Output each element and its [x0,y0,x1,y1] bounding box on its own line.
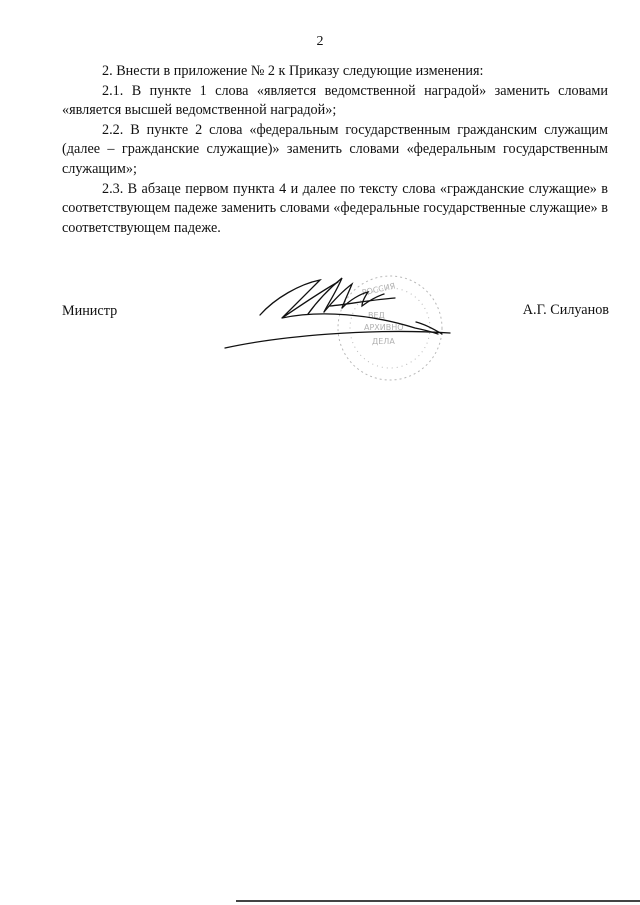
paragraph-2: 2. Внести в приложение № 2 к Приказу следующие изменения: [102,63,484,79]
signature [220,270,460,355]
svg-text:ДЕЛА: ДЕЛА [372,337,395,346]
signer-name: А.Г. Силуанов [522,302,609,318]
signature-block [0,270,640,400]
svg-text:РОССИЯ: РОССИЯ [361,281,397,298]
paragraph-2-1: 2.1. В пункте 1 слова «является ведомственной наградой» заменить словами «является высшей ведомственной наградой»; [62,82,608,119]
signer-role: Министр [62,303,118,319]
page-number: 2 [316,34,324,49]
paragraph-2-2: 2.2. В пункте 2 слова «федеральным государственным гражданским служащим (далее – гражданские служащие)» заменить словами «федеральным государственным служащим»; [62,121,608,177]
document-body [62,62,608,238]
paragraph-2-3: 2.3. В абзаце первом пункта 4 и далее по тексту слова «гражданские служащие» в соответствующем падеже заменить словами «федеральные государственные служащие» в соответствующем падеже. [62,180,608,236]
svg-text:ВЕД: ВЕД [368,311,385,320]
page-edge-line [236,900,640,902]
svg-text:АРХИВНО: АРХИВНО [364,323,404,332]
